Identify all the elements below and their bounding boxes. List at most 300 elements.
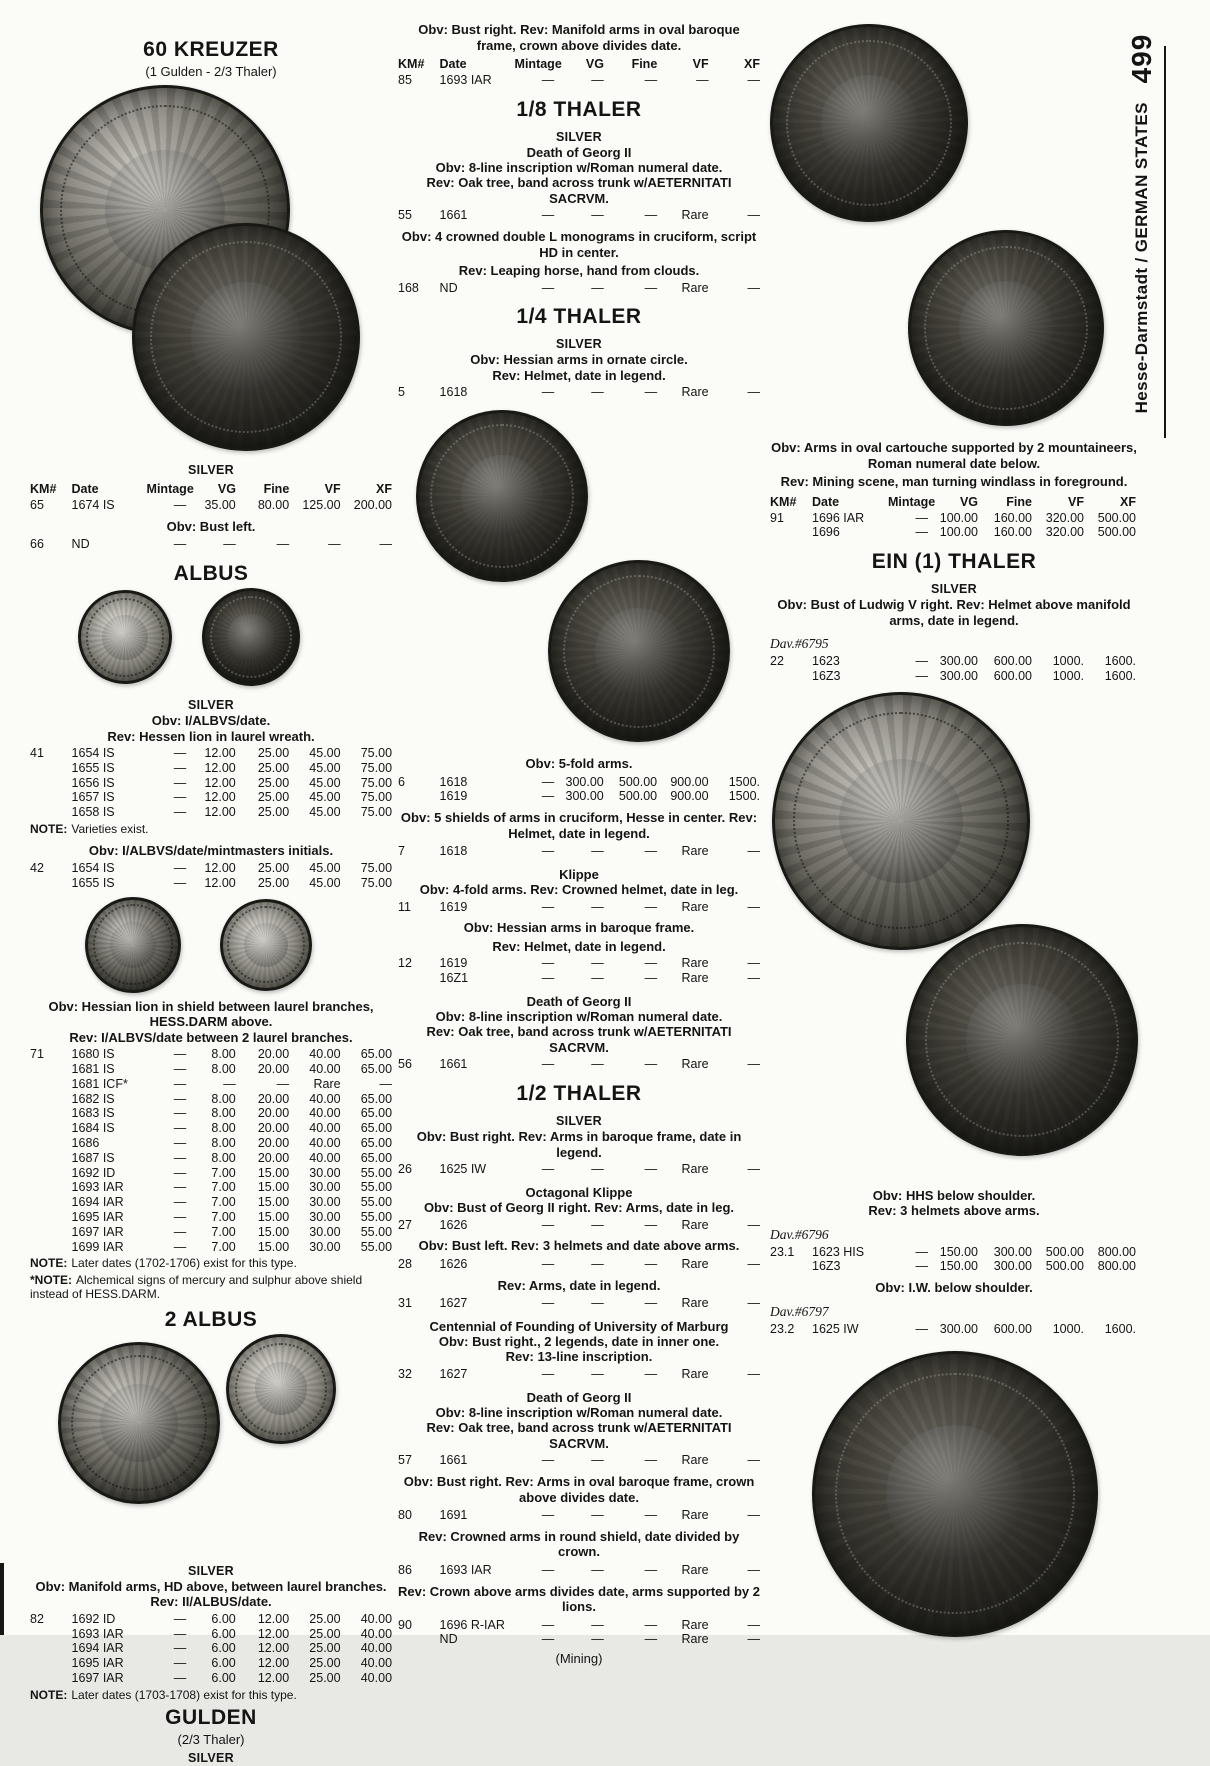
table-row [30,498,392,513]
table-cell: — [173,1656,187,1671]
table-row [30,1121,392,1136]
table-cell: Rare [681,385,709,400]
davenport-ref-6795: Dav.#6795 [770,636,829,652]
table-cell: 75.00 [360,775,393,790]
table-cell: 80 [398,1508,412,1523]
price-table-km41 [30,746,392,820]
col-header-xf: XF [744,57,760,71]
table-cell: Rare [681,1256,709,1271]
table-cell: 6 [398,774,405,789]
variety-desc-km55-obv: Obv: 8-line inscription w/Roman numeral date. [435,159,723,175]
table-cell: 500.00 [1045,1244,1084,1259]
table-cell: 65.00 [360,1091,393,1106]
table-cell: 25.00 [257,746,290,761]
table-cell: 25.00 [257,790,290,805]
table-cell: — [541,1217,555,1232]
table-cell: 80.00 [257,498,290,512]
section-subtitle-60-kreuzer: (1 Gulden - 2/3 Thaler) [145,64,277,79]
table-cell: 1625 IW [812,1321,859,1336]
table-cell: 91 [770,510,784,525]
price-table-km5 [398,385,760,400]
shape-title-klippe: Klippe [559,867,599,883]
table-row [770,1259,1138,1274]
variety-desc-km231-obv: Obv: HHS below shoulder. [872,1187,1036,1203]
metal-label: SILVER [187,463,235,477]
table-cell: — [173,1135,187,1150]
table-row [398,1296,760,1311]
variety-desc-km42: Obv: I/ALBVS/date/mintmasters initials. [88,842,334,858]
table-cell: 500.00 [618,789,658,804]
table-cell: 1693 IAR [71,1626,124,1641]
table-cell: 15.00 [257,1180,290,1195]
table-cell: — [223,537,236,552]
table-row [398,844,760,859]
table-cell: 75.00 [360,790,393,805]
table-cell: — [541,789,555,804]
table-cell: 1655 IS [71,760,115,775]
table-row [398,1508,760,1523]
note-text: Later dates (1703-1708) exist for this type. [71,1687,297,1702]
variety-desc-km28: Obv: Bust left. Rev: 3 helmets and date above arms. [418,1238,740,1254]
table-cell: 55.00 [360,1224,393,1239]
variety-desc-km7: Obv: 5 shields of arms in cruciform, Hesse in center. Rev: Helmet, date in legend. [400,810,758,841]
table-cell: 200.00 [353,498,393,512]
table-cell: 1695 IAR [71,1209,124,1224]
table-cell: 65.00 [360,1047,393,1062]
table-row [770,1322,1138,1337]
table-cell: 1626 [439,1217,468,1232]
table-row [30,1612,392,1627]
variety-desc-km5-rev: Rev: Helmet, date in legend. [492,367,666,383]
table-cell: 65.00 [360,1121,393,1136]
table-cell: 7.00 [211,1224,236,1239]
table-cell: 1655 IS [71,875,115,890]
table-cell: 12.00 [204,790,236,805]
table-cell: Rare [681,1632,709,1647]
table-cell: 1600. [1104,668,1136,683]
coin-quarter-thaler-reverse-image [548,560,730,742]
price-table-km168 [398,281,760,296]
variety-desc-km11: Obv: 4-fold arms. Rev: Crowned helmet, date in leg. [419,882,739,898]
table-cell: — [915,525,928,540]
table-cell: 12.00 [204,760,236,775]
table-cell: 8.00 [211,1047,236,1062]
table-cell: — [223,1076,236,1091]
col-header-date: Date [71,482,99,496]
table-cell: — [276,1076,290,1091]
table-cell: — [173,498,187,512]
table-cell: 40.00 [309,1047,341,1062]
table-cell: 8.00 [211,1150,236,1165]
table-cell: — [541,1562,555,1577]
table-cell: — [915,1244,928,1259]
col-header-fine: Fine [263,482,290,496]
table-cell: — [276,537,290,552]
table-cell: 12.00 [257,1611,290,1626]
price-table-km26 [398,1162,760,1177]
variety-desc-km6: Obv: 5-fold arms. [525,756,633,772]
table-row [398,775,760,790]
variety-desc-km66: Obv: Bust left. [166,518,256,534]
table-cell: Rare [681,899,709,914]
table-cell: 1683 IS [71,1106,115,1121]
table-cell: 30.00 [309,1224,341,1239]
table-cell: 15.00 [257,1195,290,1210]
table-cell: 45.00 [309,790,341,805]
table-cell: — [173,1076,187,1091]
table-cell: — [591,1508,604,1523]
table-cell: 28 [398,1256,412,1271]
table-cell: 12 [398,956,412,971]
table-cell: — [591,899,604,914]
page-header-vertical [1126,34,1158,413]
table-cell: 1000. [1052,668,1084,683]
table-cell: 16Z3 [812,668,841,683]
table-cell: 25.00 [257,805,290,820]
table-cell: — [541,774,555,789]
table-cell: — [541,844,555,859]
price-table-km86 [398,1563,760,1578]
table-cell: — [747,1508,761,1523]
table-cell: — [591,280,604,295]
table-cell: — [747,1217,761,1232]
event-title-km56: Death of Georg II [526,993,632,1009]
table-cell: — [173,1047,187,1062]
table-cell: 40.00 [309,1106,341,1121]
table-cell: Rare [681,280,709,295]
table-cell: 12.00 [204,805,236,820]
table-cell: 6.00 [211,1641,236,1656]
table-cell: 45.00 [309,805,341,820]
table-cell: 45.00 [309,775,341,790]
price-table-km90 [398,1618,760,1648]
section-title-ein-thaler: EIN (1) THALER [871,550,1037,574]
table-cell: 12.00 [204,775,236,790]
table-cell: 40.00 [309,1061,341,1076]
table-cell: — [644,1453,658,1468]
price-table-km32 [398,1367,760,1382]
table-row [30,1210,392,1225]
metal-label: SILVER [187,1563,235,1578]
table-row [398,1367,760,1382]
davenport-ref-6797: Dav.#6797 [770,1303,829,1319]
table-cell: — [591,1296,604,1311]
table-cell: 1000. [1052,1321,1084,1336]
col-header-vf: VF [324,482,341,496]
table-cell: 1693 IAR [439,73,492,87]
col-header-mintage: Mintage [888,494,936,509]
table-row [30,1151,392,1166]
table-row [398,1057,760,1072]
table-cell: — [591,844,604,859]
table-cell: — [747,1632,761,1647]
table-cell: — [747,385,761,400]
price-table-km27 [398,1218,760,1233]
table-cell: 20.00 [257,1121,290,1136]
col-header-vg: VG [959,494,978,509]
table-cell: 1000. [1052,654,1084,669]
table-cell: 15.00 [257,1239,290,1254]
metal-label: SILVER [187,698,235,713]
table-row [30,805,392,820]
table-cell: 1658 IS [71,805,115,820]
table-row [30,1136,392,1151]
table-cell: 600.00 [993,668,1032,683]
table-cell: — [541,971,555,986]
table-cell: 42 [30,861,44,876]
coin-albus-obverse-image [78,590,172,684]
table-cell: 8.00 [211,1121,236,1136]
table-cell: — [591,1162,604,1177]
table-cell: 1500. [728,789,761,804]
col-header-mintage: Mintage [514,57,562,71]
col-header-fine: Fine [1006,494,1032,509]
table-cell: 82 [30,1611,44,1626]
table-cell: 25.00 [257,861,290,876]
table-cell: 85 [398,73,412,87]
table-cell: 11 [398,899,411,914]
table-cell: — [541,1617,555,1632]
table-cell: Rare [681,1162,709,1177]
table-cell: 100.00 [939,525,978,540]
table-cell: — [173,746,187,761]
table-cell: 23.2 [770,1321,795,1336]
table-row [30,1180,392,1195]
table-cell: 55.00 [360,1165,393,1180]
table-cell: — [173,1209,187,1224]
table-cell: — [644,1217,658,1232]
table-cell: 168 [398,280,419,295]
table-cell: — [541,1057,555,1072]
middle-column [398,0,760,1670]
table-cell: 20.00 [257,1061,290,1076]
table-cell: 20.00 [257,1091,290,1106]
table-cell: — [173,1091,187,1106]
price-table-km56 [398,1057,760,1072]
table-cell: 25.00 [257,875,290,890]
variety-desc-km57-obv: Obv: 8-line inscription w/Roman numeral date. [435,1404,723,1420]
table-row [398,73,760,88]
table-cell: 1697 IAR [71,1224,124,1239]
event-title-km55: Death of Georg II [526,144,632,160]
price-table-km12 [398,956,760,986]
table-cell: — [747,280,761,295]
coin-mining-thaler-reverse-image [908,230,1104,426]
section-title-gulden: GULDEN [165,1706,257,1730]
table-cell: 7.00 [211,1239,236,1254]
section-title-60-kreuzer: 60 KREUZER [143,38,279,61]
table-cell: 900.00 [670,774,709,789]
note-label: NOTE: [30,1256,68,1271]
table-cell: 25.00 [309,1656,341,1671]
table-row [30,776,392,791]
table-cell: 300.00 [939,654,978,669]
table-cell: — [644,1632,658,1647]
table-cell: 25.00 [257,760,290,775]
table-cell: 25.00 [309,1611,341,1626]
table-cell: — [541,1453,555,1468]
table-cell: 57 [398,1453,412,1468]
table-cell: — [173,1061,187,1076]
table-row [30,1240,392,1255]
table-cell: Rare [681,971,709,986]
metal-label: SILVER [555,337,603,352]
table-cell: 1623 HIS [812,1244,865,1259]
table-cell: — [591,1057,604,1072]
variety-desc-km168-rev: Rev: Leaping horse, hand from clouds. [458,263,700,279]
table-cell: ND [71,537,90,552]
table-row [30,861,392,876]
table-cell: Rare [681,1617,709,1632]
table-cell: — [541,1366,555,1381]
col-header-mintage: Mintage [146,482,194,496]
table-cell: — [541,385,555,400]
metal-label: SILVER [930,582,978,597]
coin-figure-2-albus [30,1334,392,1564]
price-table-km232 [770,1322,1138,1337]
table-cell: 300.00 [565,789,604,804]
table-cell: — [747,1057,761,1072]
coin-mining-thaler-obverse-image [770,24,968,222]
table-cell: — [173,1106,187,1121]
coin-quarter-thaler-obverse-image [416,410,588,582]
table-cell: 1661 [439,1453,468,1468]
table-cell: 600.00 [993,654,1032,669]
table-cell: 75.00 [360,746,393,761]
table-cell: 12.00 [257,1641,290,1656]
table-cell: 30.00 [309,1195,341,1210]
table-cell: — [696,73,709,87]
table-cell: 1661 [439,1057,468,1072]
table-cell: 12.00 [257,1656,290,1671]
table-cell: 500.00 [1045,1259,1084,1274]
scan-artifact [0,1563,4,1635]
table-row [770,669,1138,684]
variety-desc-km71-rev: Rev: I/ALBVS/date between 2 laurel branches. [69,1029,353,1045]
table-cell: 75.00 [360,861,393,876]
table-cell: 12.00 [204,861,236,876]
table-cell: 1693 IAR [71,1180,124,1195]
table-cell: 1674 IS [71,498,115,512]
table-cell: — [173,1239,187,1254]
table-cell: 150.00 [939,1259,978,1274]
table-cell: 1699 IAR [71,1239,124,1254]
table-cell: — [173,1641,187,1656]
table-cell: 12.00 [204,746,236,761]
table-cell: — [591,1632,604,1647]
col-header-vg: VG [217,482,236,496]
note-text: Alchemical signs of mercury and sulphur above shield instead of HESS.DARM. [30,1272,363,1302]
table-cell: Rare [681,956,709,971]
table-cell: — [747,956,761,971]
table-cell: — [644,1562,658,1577]
table-row [30,746,392,761]
price-table-km85 [398,73,760,88]
table-row [30,790,392,805]
event-title-km57: Death of Georg II [526,1389,632,1405]
price-table-km7 [398,844,760,859]
table-cell: — [747,1366,761,1381]
table-cell: 75.00 [360,875,393,890]
table-cell: 25.00 [257,775,290,790]
table-cell: 86 [398,1562,412,1577]
table-row [30,1106,392,1121]
table-cell: 12.00 [257,1626,290,1641]
table-cell: 25.00 [309,1641,341,1656]
table-cell: — [591,1453,604,1468]
table-cell: 40.00 [309,1121,341,1136]
table-cell: Rare [681,1057,709,1072]
table-cell: 30.00 [309,1165,341,1180]
price-table-km82 [30,1612,392,1686]
table-cell: 900.00 [670,789,709,804]
table-cell: 40.00 [360,1641,393,1656]
table-cell: — [173,537,187,552]
col-header-fine: Fine [631,57,658,71]
table-cell: 45.00 [309,875,341,890]
table-cell: — [173,1195,187,1210]
coin-albus71-obverse-image [85,897,181,993]
table-cell: — [644,208,658,223]
table-cell: 90 [398,1617,412,1632]
price-table-km57 [398,1453,760,1468]
table-cell: 7.00 [211,1180,236,1195]
coin-60kreuzer-reverse-image [132,223,360,451]
table-cell: — [644,1296,658,1311]
variety-desc-km32-rev: Rev: 13-line inscription. [505,1349,653,1365]
table-cell: 1600. [1104,654,1136,669]
coin-albus71-reverse-image [220,899,312,991]
table-row [398,385,760,400]
table-cell: — [173,1611,187,1626]
table-cell: — [644,1366,658,1381]
table-cell: 30.00 [309,1239,341,1254]
table-cell: — [379,1076,393,1091]
table-cell: — [541,208,555,223]
table-cell: 1626 [439,1256,468,1271]
table-cell: — [644,956,658,971]
variety-desc-km91-rev: Rev: Mining scene, man turning windlass in foreground. [780,474,1128,489]
table-cell: 1654 IS [71,861,115,876]
table-cell: 40.00 [360,1626,393,1641]
price-table-km11 [398,900,760,915]
col-header-km: KM# [30,482,57,496]
table-row [770,525,1138,540]
table-cell: 300.00 [939,668,978,683]
variety-desc-km168-obv: Obv: 4 crowned double L monograms in cruciform, script HD in center. [401,229,757,260]
table-cell: — [644,73,658,87]
table-cell: 45.00 [309,760,341,775]
note-km71-alchemical [30,1273,392,1302]
table-cell: 1694 IAR [71,1641,124,1656]
table-cell: 20.00 [257,1150,290,1165]
table-cell: 500.00 [618,774,658,789]
price-table-km65 [30,498,392,513]
table-cell: — [591,1217,604,1232]
section-subtitle-gulden: (2/3 Thaler) [177,1732,245,1748]
table-cell: 32 [398,1366,412,1381]
table-cell: — [747,1256,761,1271]
table-cell: — [644,1508,658,1523]
col-header-vf: VF [692,57,709,71]
variety-desc-km55-rev: Rev: Oak tree, band across trunk w/AETERNITATI SACRVM. [426,175,732,206]
variety-desc-km32-obv: Obv: Bust right., 2 legends, date in inner one. [438,1333,720,1349]
table-cell: — [644,899,658,914]
table-cell: — [173,1180,187,1195]
table-cell: 20.00 [257,1047,290,1062]
table-row [30,537,392,552]
table-cell: — [591,385,604,400]
